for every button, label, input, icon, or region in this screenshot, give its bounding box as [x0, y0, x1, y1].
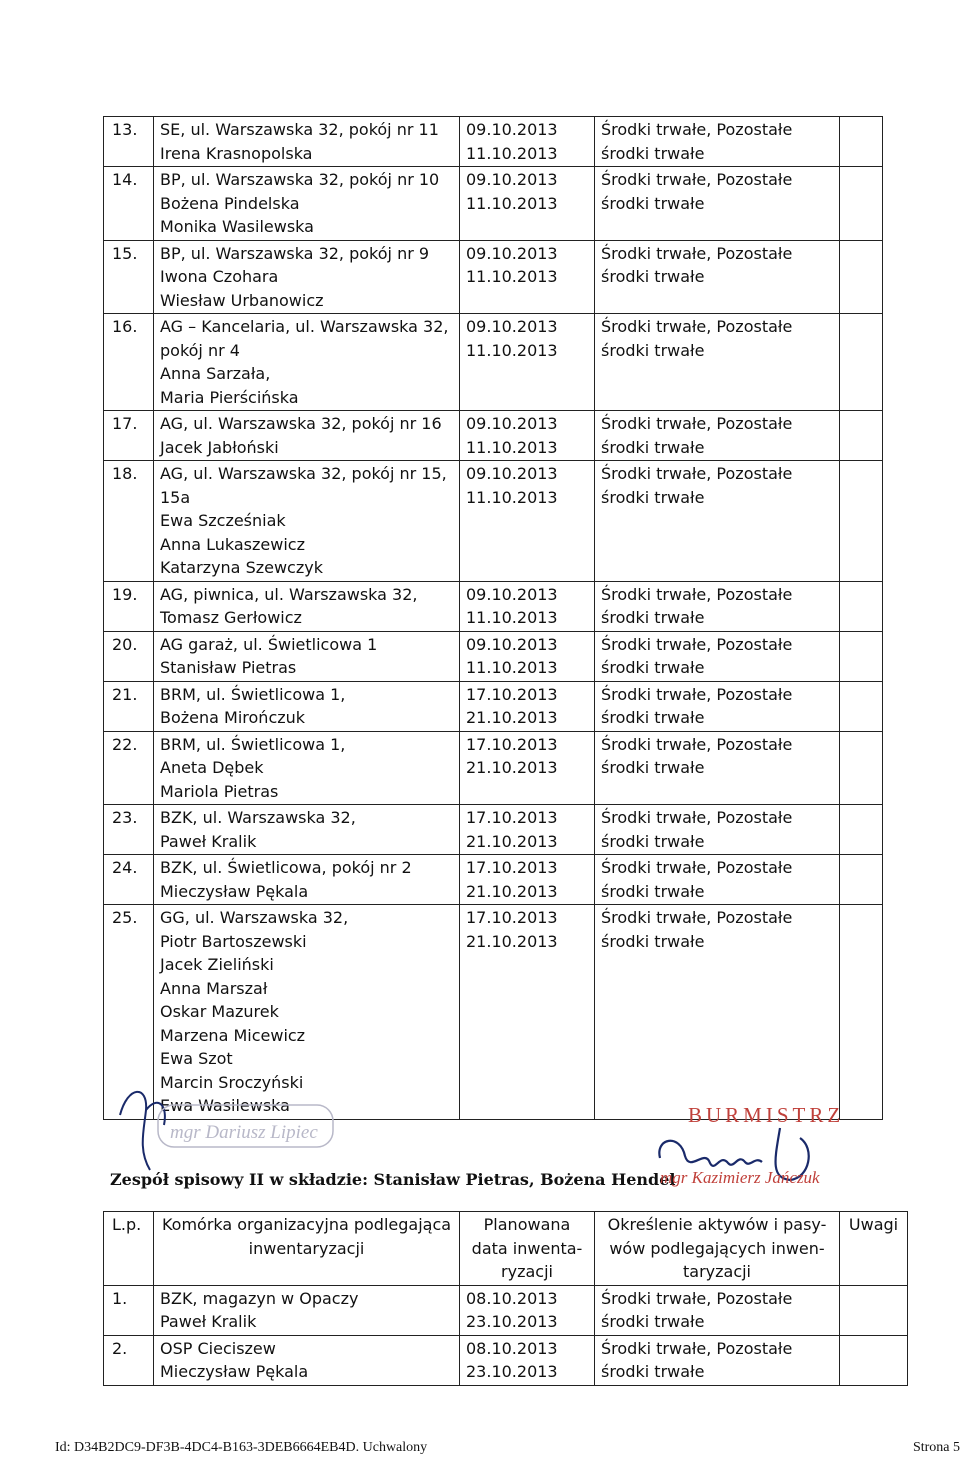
date-cell — [460, 240, 595, 314]
date-line: 11.10.2013 — [466, 267, 558, 286]
date-line: 11.10.2013 — [466, 658, 558, 677]
date-cell — [460, 681, 595, 731]
date-line: 11.10.2013 — [466, 487, 558, 507]
org-unit-line: AG, ul. Warszawska 32, pokój nr 16 — [160, 414, 442, 433]
inventory-table-1 — [103, 116, 883, 1120]
row-number: 21. — [104, 681, 154, 731]
org-unit-line: Stanisław Pietras — [160, 658, 297, 677]
row-number: 15. — [104, 240, 154, 314]
org-unit-line: Ewa Szot — [160, 1049, 233, 1068]
table-row — [104, 805, 883, 855]
org-unit-cell — [154, 167, 460, 241]
notes-cell — [840, 117, 883, 167]
notes-cell — [840, 167, 883, 241]
footer-document-id: Id: D34B2DC9-DF3B-4DC4-B163-3DEB6664EB4D. Uchwalony — [55, 1440, 428, 1455]
date-line: 08.10.2013 — [466, 1338, 558, 1358]
notes-cell — [840, 1335, 908, 1385]
assets-line: środki trwałe — [601, 193, 705, 213]
org-unit-cell — [154, 117, 460, 167]
assets-cell — [595, 461, 840, 582]
footer-page-number: Strona 5 — [912, 1440, 960, 1455]
date-cell — [460, 411, 595, 461]
org-unit-line: Bożena Mirończuk — [160, 708, 306, 727]
org-unit-cell — [154, 1335, 460, 1385]
org-unit-line: OSP Cieciszew — [160, 1338, 276, 1358]
org-unit-line: Iwona Czohara — [160, 267, 279, 286]
date-cell — [460, 1335, 595, 1385]
table-row — [104, 581, 883, 631]
org-unit-line: Monika Wasilewska — [160, 217, 314, 236]
date-line: 11.10.2013 — [466, 608, 558, 627]
org-unit-line: GG, ul. Warszawska 32, — [160, 908, 349, 927]
org-unit-line: Anna Lukaszewicz — [160, 534, 305, 554]
org-unit-cell — [154, 581, 460, 631]
assets-line: środki trwałe — [601, 831, 705, 851]
row-number: 1. — [104, 1285, 154, 1335]
assets-cell — [595, 631, 840, 681]
assets-line: środki trwałe — [601, 608, 705, 627]
assets-cell — [595, 581, 840, 631]
row-number: 23. — [104, 805, 154, 855]
table-header-row — [104, 1212, 908, 1286]
org-unit-line: AG, ul. Warszawska 32, pokój nr 15, — [160, 464, 447, 483]
assets-cell — [595, 314, 840, 411]
assets-line: Środki trwałe, Pozostałe — [601, 858, 793, 877]
assets-line: Środki trwałe, Pozostałe — [601, 317, 793, 336]
org-unit-line: BZK, ul. Świetlicowa, pokój nr 2 — [160, 858, 412, 877]
assets-line: Środki trwałe, Pozostałe — [601, 464, 793, 483]
date-line: 17.10.2013 — [466, 684, 558, 704]
date-cell — [460, 1285, 595, 1335]
date-line: 09.10.2013 — [466, 634, 558, 654]
org-unit-cell — [154, 461, 460, 582]
date-line: 11.10.2013 — [466, 340, 558, 360]
date-line: 21.10.2013 — [466, 931, 558, 951]
org-unit-line: Piotr Bartoszewski — [160, 931, 307, 951]
assets-cell — [595, 1285, 840, 1335]
date-line: 17.10.2013 — [466, 908, 558, 927]
header-date-line: ryzacji — [501, 1262, 553, 1281]
org-unit-line: Tomasz Gerłowicz — [160, 608, 302, 627]
assets-line: środki trwałe — [601, 340, 705, 360]
date-cell — [460, 117, 595, 167]
assets-line: Środki trwałe, Pozostałe — [601, 170, 793, 189]
assets-line: środki trwałe — [601, 708, 705, 727]
org-unit-line: Bożena Pindelska — [160, 193, 300, 213]
date-line: 09.10.2013 — [466, 120, 558, 139]
date-line: 21.10.2013 — [466, 758, 558, 777]
org-unit-line: Oskar Mazurek — [160, 1002, 279, 1021]
notes-cell — [840, 805, 883, 855]
header-lp: L.p. — [104, 1212, 154, 1286]
assets-line: środki trwałe — [601, 143, 705, 163]
table-row — [104, 1285, 908, 1335]
org-unit-cell — [154, 314, 460, 411]
date-line: 17.10.2013 — [466, 808, 558, 827]
assets-line: środki trwałe — [601, 658, 705, 677]
assets-line: Środki trwałe, Pozostałe — [601, 1288, 793, 1308]
date-line: 17.10.2013 — [466, 858, 558, 877]
org-unit-line: Ewa Wasilewska — [160, 1096, 290, 1115]
assets-line: Środki trwałe, Pozostałe — [601, 808, 793, 827]
org-unit-line: Marcin Sroczyński — [160, 1072, 304, 1092]
notes-cell — [840, 411, 883, 461]
row-number: 22. — [104, 731, 154, 805]
row-number: 16. — [104, 314, 154, 411]
inventory-table-1-body — [104, 117, 883, 1120]
notes-cell — [840, 461, 883, 582]
row-number: 25. — [104, 905, 154, 1120]
table-row — [104, 631, 883, 681]
org-unit-line: Maria Pierścińska — [160, 387, 299, 407]
row-number: 14. — [104, 167, 154, 241]
header-assets-line: taryzacji — [682, 1262, 751, 1281]
org-unit-line: SE, ul. Warszawska 32, pokój nr 11 — [160, 120, 439, 139]
notes-cell — [840, 581, 883, 631]
table-row — [104, 167, 883, 241]
assets-cell — [595, 731, 840, 805]
row-number: 19. — [104, 581, 154, 631]
assets-line: Środki trwałe, Pozostałe — [601, 120, 793, 139]
mayor-title-stamp: BURMISTRZ — [688, 1103, 845, 1127]
date-line: 09.10.2013 — [466, 414, 558, 433]
org-unit-line: Marzena Micewicz — [160, 1025, 306, 1045]
date-line: 08.10.2013 — [466, 1288, 558, 1308]
org-unit-line: Katarzyna Szewczyk — [160, 558, 323, 577]
org-unit-line: Jacek Zieliński — [160, 955, 274, 974]
assets-cell — [595, 905, 840, 1120]
assets-line: Środki trwałe, Pozostałe — [601, 908, 793, 927]
assets-line: Środki trwałe, Pozostałe — [601, 584, 793, 604]
row-number: 24. — [104, 855, 154, 905]
header-assets-line: wów podlegających inwen- — [609, 1238, 825, 1258]
assets-line: Środki trwałe, Pozostałe — [601, 414, 793, 433]
date-line: 23.10.2013 — [466, 1362, 558, 1381]
mayor-name-stamp: mgr Kazimierz Jańczuk — [660, 1168, 820, 1187]
table-row — [104, 117, 883, 167]
assets-line: środki trwałe — [601, 931, 705, 951]
date-cell — [460, 167, 595, 241]
table-row — [104, 855, 883, 905]
header-unit — [154, 1212, 460, 1286]
table-row — [104, 411, 883, 461]
org-unit-line: Aneta Dębek — [160, 758, 264, 777]
org-unit-line: BRM, ul. Świetlicowa 1, — [160, 734, 346, 754]
row-number: 17. — [104, 411, 154, 461]
org-unit-cell — [154, 631, 460, 681]
date-line: 11.10.2013 — [466, 143, 558, 163]
header-assets-line: Określenie aktywów i pasy- — [607, 1215, 827, 1234]
org-unit-line: 15a — [160, 487, 191, 507]
team-heading: Zespół spisowy II w składzie: Stanisław Pietras, Bożena Hendel — [110, 1170, 676, 1189]
org-unit-line: Ewa Szcześniak — [160, 511, 286, 530]
notes-cell — [840, 314, 883, 411]
org-unit-line: Paweł Kralik — [160, 1312, 257, 1331]
table-row — [104, 314, 883, 411]
date-cell — [460, 631, 595, 681]
assets-line: środki trwałe — [601, 881, 705, 901]
org-unit-cell — [154, 731, 460, 805]
org-unit-line: BP, ul. Warszawska 32, pokój nr 10 — [160, 170, 440, 189]
org-unit-line: AG – Kancelaria, ul. Warszawska 32, — [160, 317, 449, 336]
date-line: 09.10.2013 — [466, 584, 558, 604]
table-row — [104, 681, 883, 731]
org-unit-line: BZK, magazyn w Opaczy — [160, 1288, 359, 1308]
assets-cell — [595, 411, 840, 461]
inventory-table-2-body — [104, 1285, 908, 1385]
assets-cell — [595, 117, 840, 167]
org-unit-line: BP, ul. Warszawska 32, pokój nr 9 — [160, 243, 430, 263]
date-line: 09.10.2013 — [466, 317, 558, 336]
org-unit-line: Jacek Jabłoński — [160, 437, 279, 457]
date-cell — [460, 731, 595, 805]
date-cell — [460, 805, 595, 855]
date-cell — [460, 581, 595, 631]
date-line: 09.10.2013 — [466, 170, 558, 189]
header-notes: Uwagi — [840, 1212, 908, 1286]
row-number: 20. — [104, 631, 154, 681]
date-line: 21.10.2013 — [466, 881, 558, 901]
date-cell — [460, 461, 595, 582]
org-unit-line: Mieczysław Pękala — [160, 881, 309, 901]
notes-cell — [840, 731, 883, 805]
table-row — [104, 1335, 908, 1385]
org-unit-line: Mariola Pietras — [160, 781, 279, 801]
notes-cell — [840, 905, 883, 1120]
org-unit-line: BRM, ul. Świetlicowa 1, — [160, 684, 346, 704]
org-unit-line: Paweł Kralik — [160, 831, 257, 851]
org-unit-line: AG garaż, ul. Świetlicowa 1 — [160, 634, 378, 654]
table-row — [104, 461, 883, 582]
org-unit-line: AG, piwnica, ul. Warszawska 32, — [160, 584, 418, 604]
inventory-table-2 — [103, 1211, 908, 1386]
assets-cell — [595, 240, 840, 314]
org-unit-line: Anna Sarzała, — [160, 364, 271, 383]
date-line: 21.10.2013 — [466, 831, 558, 851]
org-unit-line: Irena Krasnopolska — [160, 143, 313, 163]
assets-cell — [595, 1335, 840, 1385]
org-unit-line: Anna Marszał — [160, 978, 268, 998]
org-unit-line: pokój nr 4 — [160, 340, 240, 360]
date-line: 11.10.2013 — [466, 193, 558, 213]
date-line: 21.10.2013 — [466, 708, 558, 727]
assets-line: środki trwałe — [601, 487, 705, 507]
notes-cell — [840, 631, 883, 681]
assets-line: Środki trwałe, Pozostałe — [601, 684, 793, 704]
notes-cell — [840, 681, 883, 731]
header-date-line: data inwenta- — [471, 1238, 583, 1258]
assets-line: środki trwałe — [601, 1362, 705, 1381]
left-stamp-text: mgr Dariusz Lipiec — [170, 1122, 318, 1143]
assets-cell — [595, 805, 840, 855]
date-line: 17.10.2013 — [466, 734, 558, 754]
date-cell — [460, 314, 595, 411]
date-cell — [460, 905, 595, 1120]
assets-cell — [595, 681, 840, 731]
date-line: 23.10.2013 — [466, 1312, 558, 1331]
row-number: 2. — [104, 1335, 154, 1385]
org-unit-cell — [154, 855, 460, 905]
assets-line: Środki trwałe, Pozostałe — [601, 1338, 793, 1358]
table-row — [104, 731, 883, 805]
header-unit-line: Komórka organizacyjna podlegająca — [161, 1215, 452, 1234]
assets-line: środki trwałe — [601, 1312, 705, 1331]
notes-cell — [840, 855, 883, 905]
assets-line: środki trwałe — [601, 437, 705, 457]
date-line: 11.10.2013 — [466, 437, 558, 457]
org-unit-cell — [154, 805, 460, 855]
table-row — [104, 240, 883, 314]
header-date — [460, 1212, 595, 1286]
assets-line: Środki trwałe, Pozostałe — [601, 634, 793, 654]
header-date-line: Planowana — [483, 1215, 571, 1234]
org-unit-cell — [154, 240, 460, 314]
notes-cell — [840, 240, 883, 314]
assets-line: środki trwałe — [601, 758, 705, 777]
date-line: 09.10.2013 — [466, 464, 558, 483]
header-assets — [595, 1212, 840, 1286]
org-unit-line: BZK, ul. Warszawska 32, — [160, 808, 356, 827]
row-number: 18. — [104, 461, 154, 582]
header-unit-line: inwentaryzacji — [248, 1238, 365, 1258]
org-unit-cell — [154, 411, 460, 461]
assets-cell — [595, 167, 840, 241]
org-unit-line: Wiesław Urbanowicz — [160, 290, 324, 310]
org-unit-cell — [154, 1285, 460, 1335]
date-line: 09.10.2013 — [466, 243, 558, 263]
notes-cell — [840, 1285, 908, 1335]
row-number: 13. — [104, 117, 154, 167]
org-unit-cell — [154, 681, 460, 731]
org-unit-line: Mieczysław Pękala — [160, 1362, 309, 1381]
assets-line: Środki trwałe, Pozostałe — [601, 734, 793, 754]
assets-line: Środki trwałe, Pozostałe — [601, 243, 793, 263]
assets-line: środki trwałe — [601, 267, 705, 286]
assets-cell — [595, 855, 840, 905]
date-cell — [460, 855, 595, 905]
